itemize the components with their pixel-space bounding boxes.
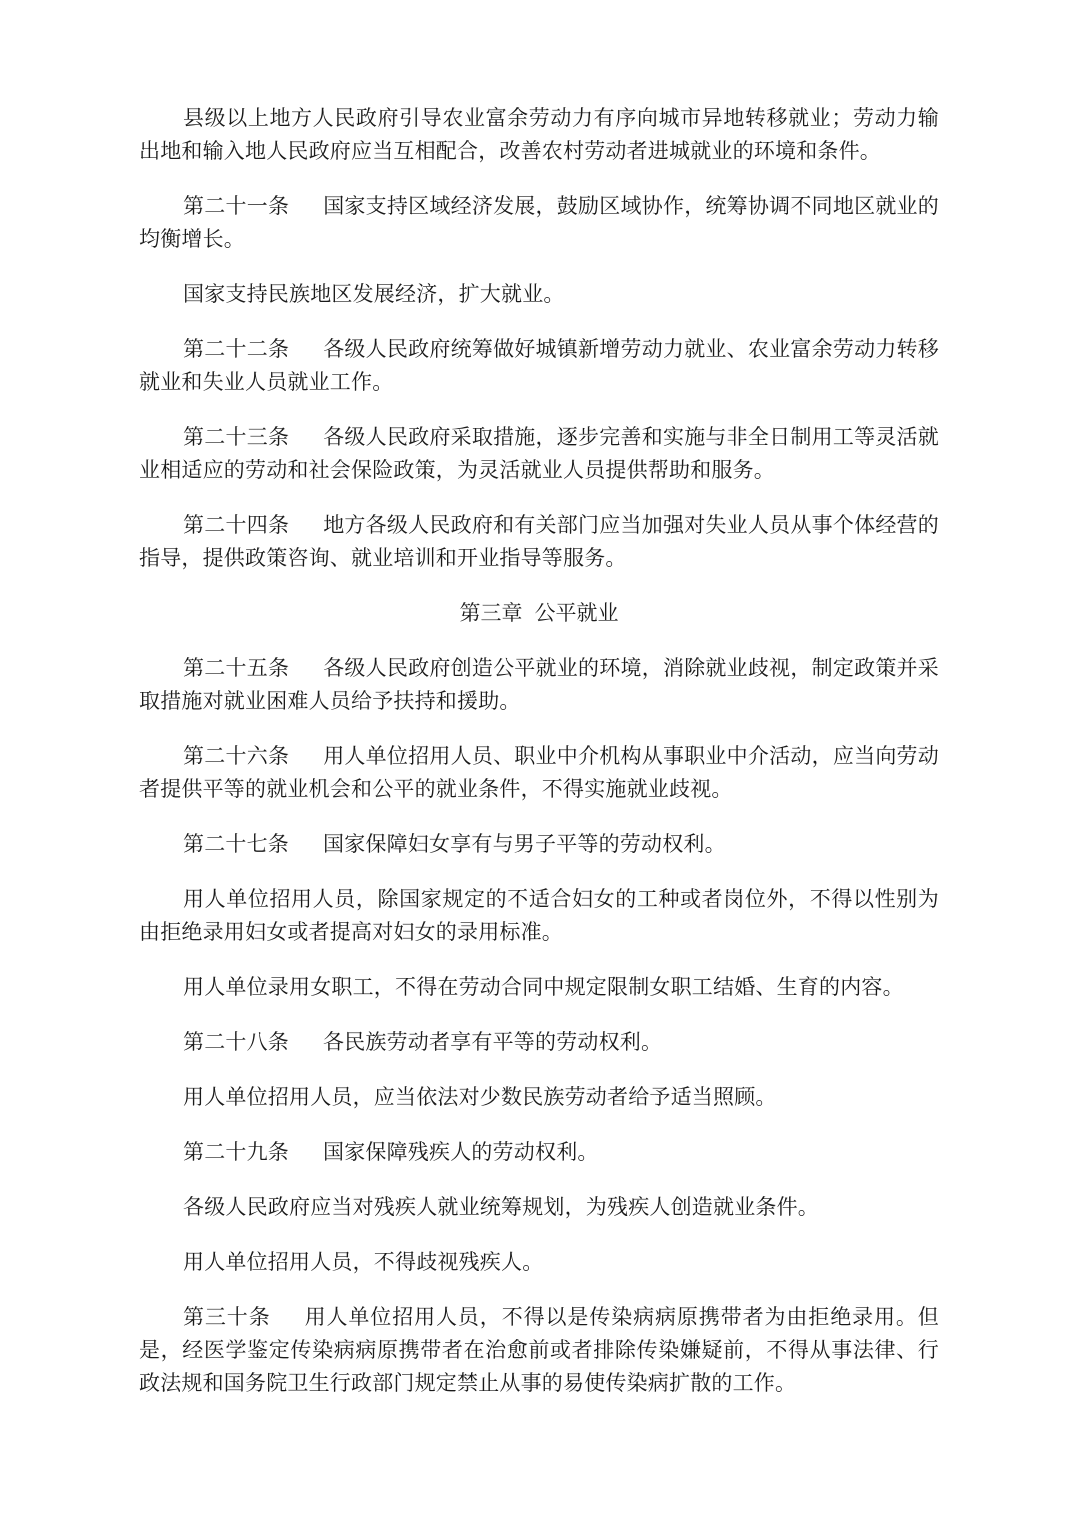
- paragraph: [139, 1246, 939, 1279]
- document-body: [139, 102, 939, 1422]
- paragraph: [139, 102, 939, 168]
- article-30: [139, 1301, 939, 1400]
- article-text: 各级人民政府创造公平就业的环境，消除就业歧视，制定政策并采取措施对就业困难人员给予扶持和援助。: [139, 656, 939, 713]
- article-24: [139, 509, 939, 575]
- article-text: 用人单位招用人员，不得以是传染病病原携带者为由拒绝录用。但是，经医学鉴定传染病病原携带者在治愈前或者排除传染嫌疑前，不得从事法律、行政法规和国务院卫生行政部门规定禁止从事的易使传染病扩散的工作。: [139, 1305, 939, 1395]
- article-26: [139, 740, 939, 806]
- article-number: 第二十八条: [183, 1030, 289, 1054]
- article-number: 第二十四条: [183, 513, 290, 537]
- article-text: 国家支持区域经济发展，鼓励区域协作，统筹协调不同地区就业的均衡增长。: [139, 194, 939, 251]
- paragraph: [139, 278, 939, 311]
- article-number: 第二十五条: [183, 656, 290, 680]
- article-number: 第三十条: [183, 1305, 271, 1329]
- article-text: 地方各级人民政府和有关部门应当加强对失业人员从事个体经营的指导，提供政策咨询、就业培训和开业指导等服务。: [139, 513, 939, 570]
- article-28: [139, 1026, 939, 1059]
- paragraph-text: 各级人民政府应当对残疾人就业统筹规划，为残疾人创造就业条件。: [183, 1195, 819, 1219]
- article-text: 各级人民政府采取措施，逐步完善和实施与非全日制用工等灵活就业相适应的劳动和社会保险政策，为灵活就业人员提供帮助和服务。: [139, 425, 939, 482]
- paragraph-text: 用人单位招用人员，除国家规定的不适合妇女的工种或者岗位外，不得以性别为由拒绝录用妇女或者提高对妇女的录用标准。: [139, 887, 939, 944]
- chapter-heading: [139, 597, 939, 630]
- paragraph-text: 用人单位招用人员，不得歧视残疾人。: [183, 1250, 544, 1274]
- paragraph: [139, 883, 939, 949]
- paragraph: [139, 1191, 939, 1224]
- paragraph-text: 用人单位招用人员，应当依法对少数民族劳动者给予适当照顾。: [183, 1085, 777, 1109]
- article-25: [139, 652, 939, 718]
- article-number: 第二十二条: [183, 337, 290, 361]
- chapter-number: 第三章: [459, 601, 523, 625]
- paragraph-text: 用人单位录用女职工，不得在劳动合同中规定限制女职工结婚、生育的内容。: [183, 975, 904, 999]
- article-number: 第二十一条: [183, 194, 290, 218]
- article-number: 第二十六条: [183, 744, 290, 768]
- article-29: [139, 1136, 939, 1169]
- chapter-title: 公平就业: [534, 601, 619, 625]
- article-text: 各级人民政府统筹做好城镇新增劳动力就业、农业富余劳动力转移就业和失业人员就业工作。: [139, 337, 939, 394]
- article-text: 国家保障妇女享有与男子平等的劳动权利。: [323, 832, 726, 856]
- paragraph: [139, 1081, 939, 1114]
- article-27: [139, 828, 939, 861]
- paragraph: [139, 971, 939, 1004]
- article-number: 第二十九条: [183, 1140, 289, 1164]
- article-22: [139, 333, 939, 399]
- article-text: 用人单位招用人员、职业中介机构从事职业中介活动，应当向劳动者提供平等的就业机会和公平的就业条件，不得实施就业歧视。: [139, 744, 939, 801]
- article-text: 各民族劳动者享有平等的劳动权利。: [323, 1030, 663, 1054]
- paragraph-text: 县级以上地方人民政府引导农业富余劳动力有序向城市异地转移就业；劳动力输出地和输入地人民政府应当互相配合，改善农村劳动者进城就业的环境和条件。: [139, 106, 939, 163]
- article-21: [139, 190, 939, 256]
- article-number: 第二十七条: [183, 832, 289, 856]
- article-23: [139, 421, 939, 487]
- paragraph-text: 国家支持民族地区发展经济，扩大就业。: [183, 282, 565, 306]
- article-text: 国家保障残疾人的劳动权利。: [323, 1140, 599, 1164]
- article-number: 第二十三条: [183, 425, 290, 449]
